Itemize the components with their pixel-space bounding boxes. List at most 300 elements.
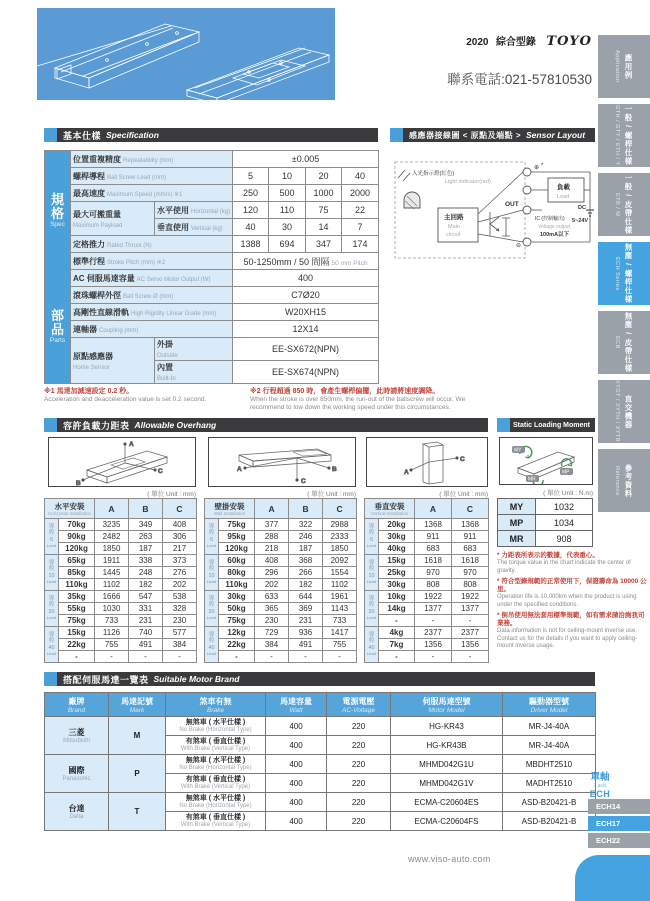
moment-label: MP — [498, 515, 536, 531]
value-cell: 577 — [163, 627, 197, 639]
brake-cell: 有煞車 ( 垂直仕樣 ) With Brake (Vertical Type) — [166, 812, 266, 831]
watt-cell: 400 — [266, 793, 327, 812]
weight-cell: 120kg — [59, 543, 95, 555]
note-en: Data information is not for ceiling-mount inverse use. Contact us for the details if you want to apply ceiling-mount inverse usage. — [497, 628, 638, 649]
spec-value: 10 — [269, 168, 306, 185]
value-cell: 231 — [129, 615, 163, 627]
column-header: C — [452, 499, 489, 519]
spec-sublabel: 內置 Built-In — [155, 361, 233, 384]
value-cell: 266 — [289, 567, 323, 579]
table-row — [45, 755, 596, 774]
table-row — [365, 603, 489, 615]
value-cell: 1618 — [452, 555, 489, 567]
static-moment-table — [497, 498, 593, 547]
svg-text:100mA以下: 100mA以下 — [540, 232, 570, 238]
value-cell: 2988 — [323, 519, 357, 531]
driver-model-cell: ASD-B20421-B — [503, 793, 596, 812]
motor-model-cell: MHMD042G1V — [391, 774, 503, 793]
sidebar-tab-7[interactable] — [598, 449, 650, 512]
svg-text:⊖: ⊖ — [516, 243, 522, 249]
value-cell: - — [95, 651, 129, 663]
overhang-title-en: Allowable Overhang — [134, 420, 217, 430]
note-en: The torque value in the chart indicate the center of gravity. — [497, 560, 631, 574]
series-tab-ech14[interactable]: ECH14 — [588, 799, 650, 814]
sidebar-tab-2[interactable] — [598, 104, 650, 167]
lead-label: 導 程 20 Lead — [205, 591, 219, 627]
table-row — [365, 567, 489, 579]
value-cell: 1102 — [95, 579, 129, 591]
weight-cell: 55kg — [59, 603, 95, 615]
weight-cell: 65kg — [59, 555, 95, 567]
value-cell: 331 — [129, 603, 163, 615]
value-cell: 202 — [163, 579, 197, 591]
sidebar-tab-5[interactable] — [598, 311, 650, 374]
overhang-diagram-horizontal — [48, 437, 196, 487]
spec-label: 定格推力 Rated Thrust (N) — [71, 236, 233, 253]
table-row — [45, 793, 596, 812]
spec-value: 75 — [306, 202, 342, 219]
motor-column-header: 馬達記號 Mark — [109, 693, 166, 717]
spec-section-header — [44, 128, 378, 142]
value-cell: 248 — [129, 567, 163, 579]
table-row — [205, 579, 357, 591]
value-cell: 1618 — [415, 555, 452, 567]
unit-label: ( 單位 Unit : N.m) — [543, 490, 593, 497]
spec-sublabel: 垂直使用 Vertical (kg) — [155, 219, 233, 236]
motor-model-cell: HG-KR43B — [391, 736, 503, 755]
weight-cell: 10kg — [379, 591, 415, 603]
voltage-cell: 220 — [327, 736, 391, 755]
spec-value: 347 — [306, 236, 342, 253]
svg-text:入光指示燈(紅色): 入光指示燈(紅色) — [412, 171, 455, 177]
value-cell: 644 — [289, 591, 323, 603]
motor-model-cell: MHMD042G1U — [391, 755, 503, 774]
sidebar-tab-zh: 應用例 — [624, 53, 633, 80]
lead-label: 導 程 5 Lead — [205, 519, 219, 555]
column-header: C — [323, 499, 357, 519]
weight-cell: 110kg — [219, 579, 255, 591]
product-image — [37, 8, 335, 100]
table-row — [45, 555, 197, 567]
weight-cell: 30kg — [219, 591, 255, 603]
svg-text:A: A — [237, 466, 242, 473]
sidebar-tab-en: ETB / M — [614, 192, 620, 217]
voltage-cell: 220 — [327, 812, 391, 831]
spec-value: 20 — [306, 168, 342, 185]
table-row — [205, 639, 357, 651]
lead-label: 導 程 40 Lead — [365, 627, 379, 663]
series-tabs — [588, 799, 650, 850]
weight-cell: 15kg — [379, 555, 415, 567]
value-cell: 263 — [129, 531, 163, 543]
value-cell: - — [129, 651, 163, 663]
svg-text:Main: Main — [448, 224, 460, 230]
spec-value: 40 — [342, 168, 379, 185]
weight-cell: 120kg — [219, 543, 255, 555]
value-cell: 1143 — [323, 603, 357, 615]
table-row — [45, 591, 197, 603]
value-cell: 2092 — [323, 555, 357, 567]
weight-cell: 40kg — [379, 543, 415, 555]
spec-value: 22 — [342, 202, 379, 219]
spec-sublabel: 外掛 Outside — [155, 338, 233, 361]
table-row — [205, 627, 357, 639]
spec-label: 位置重複精度 Repeatability (mm) — [71, 151, 233, 168]
sidebar-tab-zh: 一般 / 螺桿仕樣 — [624, 105, 633, 166]
motor-table — [44, 692, 596, 831]
weight-cell: 75kg — [219, 615, 255, 627]
svg-text:⊕: ⊕ — [534, 165, 540, 171]
watt-cell: 400 — [266, 755, 327, 774]
value-cell: 1356 — [415, 639, 452, 651]
value-cell: 1666 — [95, 591, 129, 603]
lead-label: 導 程 40 Lead — [205, 627, 219, 663]
weight-cell: - — [379, 651, 415, 663]
spec-value: 30 — [269, 219, 306, 236]
sidebar — [598, 0, 650, 901]
value-cell: 911 — [452, 531, 489, 543]
value-cell: 373 — [163, 555, 197, 567]
series-tab-ech17[interactable]: ECH17 — [588, 816, 650, 831]
lead-label: 導 程 20 Lead — [45, 591, 59, 627]
voltage-cell: 220 — [327, 774, 391, 793]
value-cell: 202 — [255, 579, 289, 591]
lead-label: 導 程 10 Lead — [205, 555, 219, 591]
svg-text:OUT: OUT — [505, 201, 519, 208]
value-cell: 936 — [289, 627, 323, 639]
table-row — [365, 543, 489, 555]
catalog-edition: 2020 — [466, 37, 489, 48]
table-row — [205, 567, 357, 579]
value-cell: 740 — [129, 627, 163, 639]
overhang-table-2 — [204, 498, 357, 663]
svg-text:MY: MY — [514, 447, 522, 454]
value-cell: 1922 — [452, 591, 489, 603]
spec-sublabel: 水平使用 Horizontal (kg) — [155, 202, 233, 219]
spec-label: AC 伺服馬達容量 AC Servo Motor Output (W) — [71, 270, 233, 287]
weight-cell: 75kg — [59, 615, 95, 627]
value-cell: - — [452, 651, 489, 663]
value-cell: 182 — [289, 579, 323, 591]
watt-cell: 400 — [266, 736, 327, 755]
sidebar-tab-en: Application — [614, 50, 620, 83]
spec-group-spec: 規格 Spec — [45, 151, 71, 270]
svg-text:C: C — [301, 478, 306, 485]
series-nav-header — [578, 769, 622, 799]
value-cell: 368 — [289, 555, 323, 567]
spec-title-en: Specification — [106, 130, 159, 140]
value-cell: 633 — [255, 591, 289, 603]
sidebar-tab-6[interactable] — [598, 380, 650, 443]
weight-cell: 30kg — [379, 531, 415, 543]
table-row — [365, 519, 489, 531]
spec-label-home-sensor: 原點感應器 Home Sensor — [71, 338, 155, 384]
table-row — [45, 531, 197, 543]
weight-cell: 15kg — [59, 627, 95, 639]
sidebar-tab-en: GTH / GTY / ETH / Y — [614, 105, 620, 166]
svg-text:MR: MR — [528, 476, 536, 483]
lead-label: 導 程 10 Lead — [45, 555, 59, 591]
lead-label: 導 程 20 Lead — [365, 591, 379, 627]
spec-value: 2000 — [342, 185, 379, 202]
value-cell: 911 — [415, 531, 452, 543]
overhang-title-zh: 容許負載力距表 — [63, 420, 130, 431]
motor-column-header: 驅動器型號 Driver Model — [503, 693, 596, 717]
motor-title-zh: 搭配伺服馬達一覽表 — [63, 674, 149, 685]
spec-value: 110 — [269, 202, 306, 219]
svg-text:A: A — [129, 441, 134, 448]
value-cell: - — [415, 615, 452, 627]
weight-cell: 35kg — [59, 591, 95, 603]
value-cell: 328 — [163, 603, 197, 615]
brand-cell: 台達 Delta — [45, 793, 109, 831]
brake-cell: 無煞車 ( 水平仕樣 ) No Brake (Horizontal Type) — [166, 755, 266, 774]
value-cell: 1126 — [95, 627, 129, 639]
motor-column-header: 馬達容量 Watt — [266, 693, 327, 717]
svg-text:A: A — [404, 469, 409, 476]
catalog-header — [466, 32, 592, 50]
svg-text:MP: MP — [562, 469, 570, 476]
table-row — [45, 519, 197, 531]
weight-cell: 60kg — [219, 555, 255, 567]
spec-label-payload: 最大可搬重量 Maximum Payload — [71, 202, 155, 236]
spec-value: 120 — [233, 202, 269, 219]
value-cell: 230 — [255, 615, 289, 627]
lead-label: 導 程 40 Lead — [45, 627, 59, 663]
series-tab-ech22[interactable]: ECH22 — [588, 833, 650, 848]
spec-value: C7Ø20 — [233, 287, 379, 304]
overhang-table-1 — [44, 498, 197, 663]
value-cell: 2377 — [452, 627, 489, 639]
table-row — [365, 531, 489, 543]
svg-text:5~24V: 5~24V — [572, 218, 589, 224]
lead-label: 導 程 10 Lead — [365, 555, 379, 591]
spec-label: 高剛性直線滑軌 High Rigidity Linear Guide (mm) — [71, 304, 233, 321]
value-cell: 733 — [323, 615, 357, 627]
overhang-diagram-wall — [208, 437, 356, 487]
value-cell: 408 — [163, 519, 197, 531]
value-cell: - — [255, 651, 289, 663]
value-cell: 187 — [129, 543, 163, 555]
spec-note-2: ※2 行程超過 850 時，會產生螺桿偏擺，此時請將速度調降。 When the stroke is over 850mm, the run-out of the ballscrew will occur. We recommend to low down the working speed under this circumstances. — [250, 388, 466, 411]
watt-cell: 400 — [266, 717, 327, 736]
table-row — [205, 531, 357, 543]
table-row — [498, 515, 593, 531]
value-cell: 538 — [163, 591, 197, 603]
spec-value: 40 — [233, 219, 269, 236]
section-marker-icon — [390, 128, 403, 142]
motor-column-header: 煞車有無 Brake — [166, 693, 266, 717]
motor-column-header: 廠牌 Brand — [45, 693, 109, 717]
value-cell: 187 — [289, 543, 323, 555]
motor-section-header — [44, 672, 595, 686]
spec-value: 694 — [269, 236, 306, 253]
value-cell: 365 — [255, 603, 289, 615]
column-header: A — [255, 499, 289, 519]
static-moment-section-header — [497, 418, 595, 432]
value-cell: 1445 — [95, 567, 129, 579]
value-cell: 288 — [255, 531, 289, 543]
sidebar-tab-zh: 一般 / 皮帶仕樣 — [624, 174, 633, 235]
table-row — [365, 579, 489, 591]
weight-cell: - — [219, 651, 255, 663]
spec-value: 1000 — [306, 185, 342, 202]
moment-label: MR — [498, 531, 536, 547]
mark-cell: P — [109, 755, 166, 793]
svg-text:*: * — [541, 163, 544, 169]
motor-column-header: 電源電壓 AC-Voltage — [327, 693, 391, 717]
spec-value: 7 — [342, 219, 379, 236]
voltage-cell: 220 — [327, 755, 391, 774]
weight-cell: 22kg — [219, 639, 255, 651]
section-marker-icon — [497, 418, 510, 432]
spec-value: 50-1250mm / 50 間隔 50 mm Pitch — [233, 253, 379, 270]
static-moment-title-en: Static Loading Moment — [513, 421, 590, 429]
value-cell: 683 — [415, 543, 452, 555]
table-row — [498, 531, 593, 547]
series-group-zh: 單軸 — [590, 772, 610, 783]
moment-label: MY — [498, 499, 536, 515]
value-cell: 1030 — [95, 603, 129, 615]
note-zh: * 符合型錄規範的正常使用下，保證壽命為 10000 公里。 — [497, 578, 647, 593]
spec-note-1: ※1 馬達加減速設定 0.2 秒。 Acceleration and deacceleration value is set 0.2 second. — [44, 388, 207, 403]
value-cell: 970 — [415, 567, 452, 579]
sidebar-tab-3[interactable] — [598, 173, 650, 236]
sidebar-tab-zh: 無塵 / 螺桿仕樣 — [624, 243, 633, 304]
svg-text:主回路: 主回路 — [444, 214, 464, 221]
svg-text:負載: 負載 — [557, 184, 570, 191]
value-cell: - — [415, 651, 452, 663]
value-cell: 296 — [255, 567, 289, 579]
weight-cell: - — [379, 615, 415, 627]
value-cell: 755 — [95, 639, 129, 651]
lead-label: 導 程 5 Lead — [365, 519, 379, 555]
sensor-section-header — [390, 128, 595, 142]
value-cell: 491 — [129, 639, 163, 651]
value-cell: 322 — [289, 519, 323, 531]
unit-label: ( 單位 Unit : mm) — [147, 491, 196, 498]
spec-value: 14 — [306, 219, 342, 236]
watt-cell: 400 — [266, 812, 327, 831]
static-moment-diagram — [499, 437, 593, 485]
spec-label: 最高速度 Maximum Speed (mm/s) ※1 — [71, 185, 233, 202]
table-row — [45, 603, 197, 615]
weight-cell: 95kg — [219, 531, 255, 543]
voltage-cell: 220 — [327, 793, 391, 812]
value-cell: 1961 — [323, 591, 357, 603]
moment-value: 1034 — [536, 515, 593, 531]
column-header: C — [163, 499, 197, 519]
moment-value: 1032 — [536, 499, 593, 515]
value-cell: 2333 — [323, 531, 357, 543]
motor-model-cell: ECMA-C20604ES — [391, 793, 503, 812]
value-cell: 1850 — [95, 543, 129, 555]
driver-model-cell: MADHT2510 — [503, 774, 596, 793]
motor-column-header: 伺服馬達型號 Motor Model — [391, 693, 503, 717]
value-cell: 970 — [452, 567, 489, 579]
brand-cell: 國際 Panasonic — [45, 755, 109, 793]
value-cell: - — [452, 615, 489, 627]
table-row — [365, 651, 489, 663]
spec-value: EE-SX674(NPN) — [233, 361, 379, 384]
value-cell: 349 — [129, 519, 163, 531]
overhang-table-title: 水平安裝 Horizontal Installation — [45, 499, 95, 519]
value-cell: 369 — [289, 603, 323, 615]
table-row — [365, 555, 489, 567]
table-row — [365, 639, 489, 651]
table-row — [45, 579, 197, 591]
value-cell: 276 — [163, 567, 197, 579]
sidebar-tab-en: Reference — [614, 465, 620, 496]
brake-cell: 無煞車 ( 水平仕樣 ) No Brake (Horizontal Type) — [166, 717, 266, 736]
moment-value: 908 — [536, 531, 593, 547]
svg-text:B: B — [332, 466, 337, 473]
value-cell: 808 — [415, 579, 452, 591]
value-cell: 230 — [163, 615, 197, 627]
value-cell: - — [163, 651, 197, 663]
section-marker-icon — [44, 128, 57, 142]
table-row — [205, 651, 357, 663]
series-group-en: 1 axis — [593, 783, 607, 789]
driver-model-cell: MBDHT2510 — [503, 755, 596, 774]
unit-label: ( 單位 Unit : mm) — [307, 491, 356, 498]
value-cell: 1356 — [452, 639, 489, 651]
value-cell: 1850 — [323, 543, 357, 555]
note-zh: * 倒吊使用無法套用標準規範，如有需求請洽詢我司業務。 — [497, 612, 645, 627]
value-cell: 1911 — [95, 555, 129, 567]
table-row — [498, 499, 593, 515]
table-row — [45, 717, 596, 736]
weight-cell: 50kg — [219, 603, 255, 615]
spec-label: 連軸器 Coupling (mm) — [71, 321, 233, 338]
sidebar-tab-4[interactable] — [598, 242, 650, 305]
voltage-cell: 220 — [327, 717, 391, 736]
brand-cell: 三菱 Mitsubishi — [45, 717, 109, 755]
column-header: A — [415, 499, 452, 519]
value-cell: 491 — [289, 639, 323, 651]
sidebar-tab-en: ECH Series — [614, 256, 620, 291]
value-cell: 182 — [129, 579, 163, 591]
sidebar-tab-zh: 無塵 / 皮帶仕樣 — [624, 312, 633, 373]
svg-text:B: B — [76, 480, 81, 486]
spec-value: 250 — [233, 185, 269, 202]
product-drawing — [37, 8, 335, 100]
weight-cell: 25kg — [379, 567, 415, 579]
value-cell: 1377 — [415, 603, 452, 615]
value-cell: 1922 — [415, 591, 452, 603]
weight-cell: 14kg — [379, 603, 415, 615]
spec-title-zh: 基本仕樣 — [63, 130, 102, 141]
weight-cell: 7kg — [379, 639, 415, 651]
driver-model-cell: MR-J4-40A — [503, 736, 596, 755]
sensor-title-zh: 感應器接線圖 < 原點及端點 > — [409, 130, 522, 140]
svg-text:IC (控制輸出): IC (控制輸出) — [535, 216, 565, 222]
table-row — [365, 591, 489, 603]
weight-cell: 22kg — [59, 639, 95, 651]
value-cell: 733 — [95, 615, 129, 627]
value-cell: 683 — [452, 543, 489, 555]
brake-cell: 無煞車 ( 水平仕樣 ) No Brake (Horizontal Type) — [166, 793, 266, 812]
unit-label: ( 單位 Unit : mm) — [439, 491, 488, 498]
sidebar-tab-1[interactable] — [598, 35, 650, 98]
table-row — [205, 603, 357, 615]
section-marker-icon — [44, 672, 57, 686]
overhang-section-header — [44, 418, 488, 432]
catalog-title: 綜合型錄 — [495, 37, 536, 48]
mark-cell: T — [109, 793, 166, 831]
spec-value: 400 — [233, 270, 379, 287]
svg-text:C: C — [158, 468, 163, 475]
